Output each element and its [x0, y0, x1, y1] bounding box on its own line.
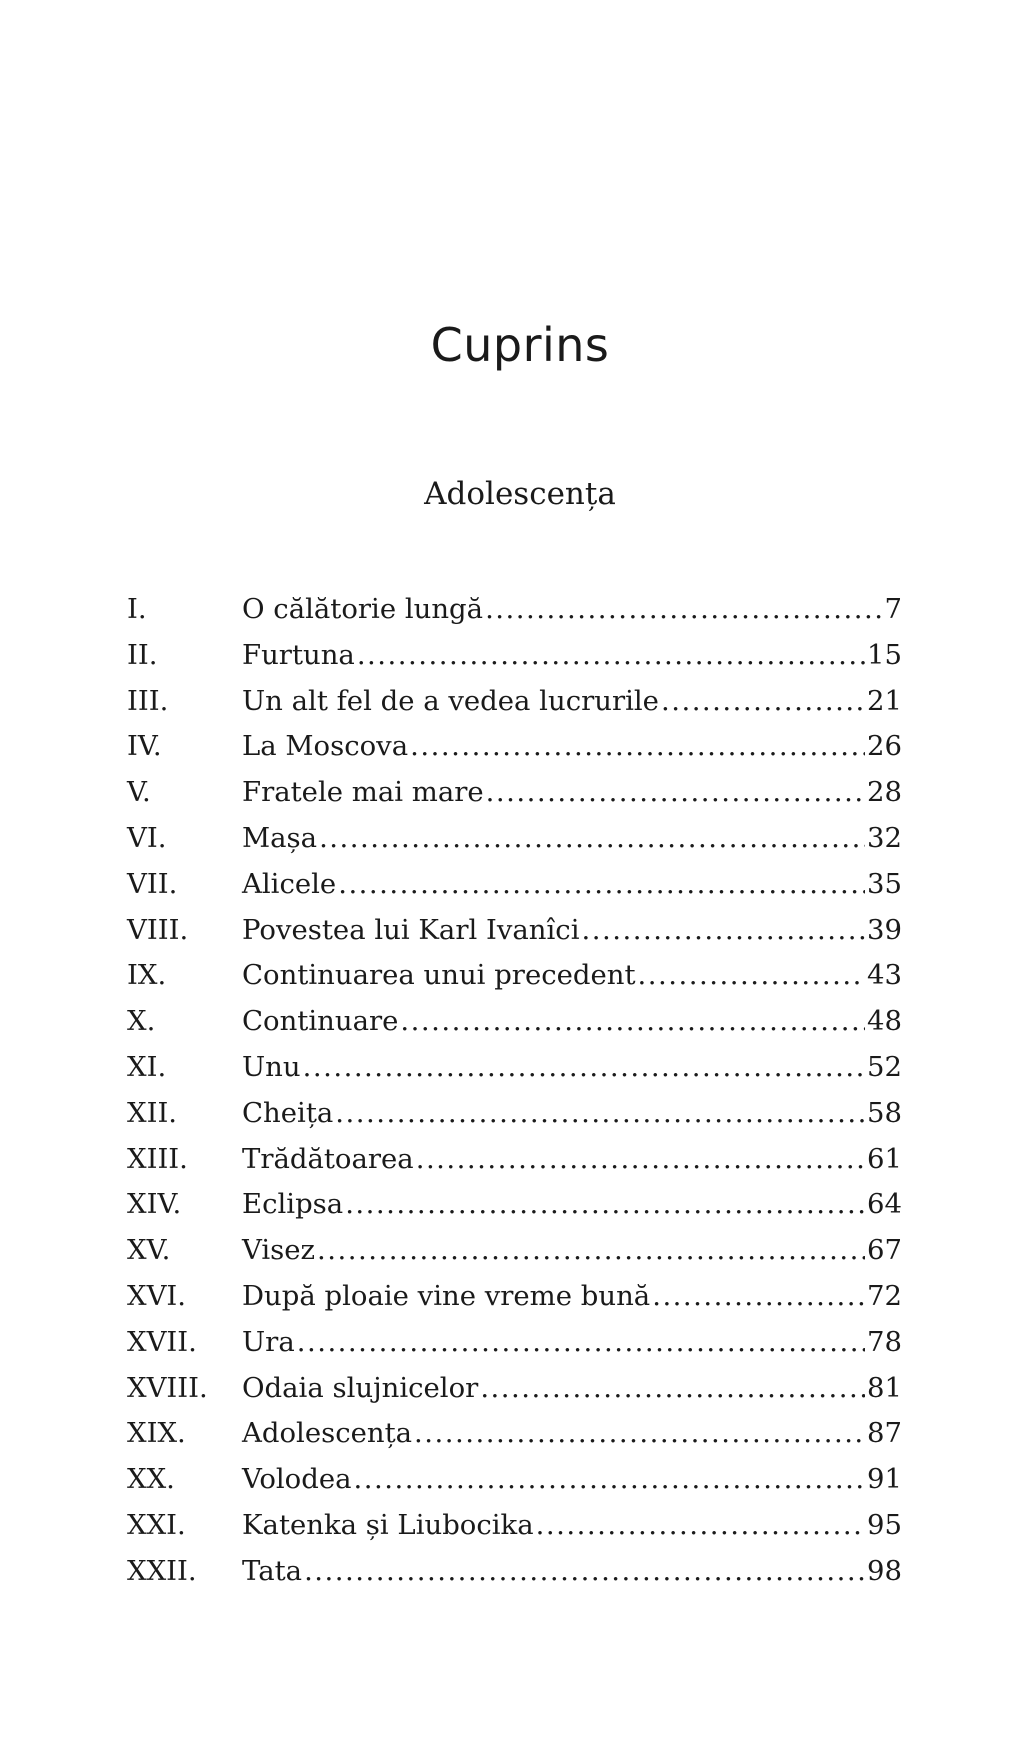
toc-entry	[127, 724, 902, 770]
toc-entry	[127, 1320, 902, 1366]
toc-entry	[127, 1411, 902, 1457]
toc-entry-page: 7	[884, 593, 902, 625]
toc-leader-dots	[652, 1274, 865, 1320]
toc-entry	[127, 1457, 902, 1503]
toc-entry-title: După ploaie vine vreme bună	[242, 1279, 651, 1312]
toc-entry-number: XX.	[127, 1463, 175, 1496]
toc-entry-number: XI.	[127, 1050, 167, 1083]
toc-entry-page: 28	[867, 776, 902, 809]
toc-entry-page: 87	[867, 1417, 902, 1450]
toc-entry-number: XIII.	[127, 1142, 188, 1175]
page-title: Cuprins	[430, 318, 610, 372]
toc-entry-number: XIX.	[127, 1417, 186, 1450]
toc-leader-dots	[345, 1182, 865, 1228]
toc-entry-title: Eclipsa	[242, 1188, 344, 1221]
toc-entry-page: 61	[867, 1142, 902, 1175]
toc-entry-title: Tata	[242, 1554, 303, 1587]
toc-entry	[127, 1549, 902, 1595]
toc-entry-title: Visez	[242, 1234, 316, 1267]
toc-entry	[127, 1503, 902, 1549]
toc-leader-dots	[485, 587, 882, 633]
toc-entry-title: Volodea	[242, 1463, 352, 1496]
toc-leader-dots	[357, 633, 865, 679]
toc-entry-page: 39	[867, 913, 902, 946]
table-of-contents	[127, 587, 902, 1595]
section-title: Adolescența	[424, 476, 616, 512]
toc-entry	[127, 1274, 902, 1320]
toc-entry-number: VII.	[127, 867, 178, 900]
toc-entry-number: X.	[127, 1005, 156, 1038]
toc-entry-number: I.	[127, 593, 147, 625]
toc-entry-number: XII.	[127, 1096, 178, 1129]
toc-entry	[127, 816, 902, 862]
toc-entry-title: Mașa	[242, 821, 318, 854]
toc-leader-dots	[582, 908, 866, 954]
toc-entry	[127, 679, 902, 725]
toc-entry-page: 26	[867, 730, 902, 763]
toc-entry-title: Continuarea unui precedent	[242, 959, 636, 992]
toc-entry-number: IV.	[127, 730, 162, 763]
toc-leader-dots	[416, 1137, 865, 1183]
toc-entry-number: V.	[127, 776, 151, 809]
toc-entry-title: Cheița	[242, 1096, 334, 1129]
toc-entry-title: La Moscova	[242, 730, 409, 763]
toc-entry-number: XVI.	[127, 1279, 187, 1312]
toc-entry-number: III.	[127, 684, 169, 717]
toc-leader-dots	[638, 953, 865, 999]
toc-entry	[127, 1045, 902, 1091]
toc-leader-dots	[335, 1091, 865, 1137]
toc-entry	[127, 1182, 902, 1228]
toc-entry-number: XIV.	[127, 1188, 182, 1221]
toc-entry-title: Odaia slujnicelor	[242, 1371, 479, 1404]
toc-entry-number: IX.	[127, 959, 167, 992]
toc-entry-page: 15	[867, 638, 902, 671]
toc-entry-title: Unu	[242, 1050, 301, 1083]
toc-leader-dots	[661, 679, 865, 725]
toc-entry	[127, 770, 902, 816]
toc-entry	[127, 587, 902, 633]
toc-entry-title: Katenka și Liubocika	[242, 1508, 534, 1541]
toc-entry-title: Un alt fel de a vedea lucrurile	[242, 684, 659, 717]
toc-entry-page: 32	[867, 821, 902, 854]
toc-entry	[127, 953, 902, 999]
toc-entry-number: XVIII.	[127, 1371, 208, 1404]
toc-entry-page: 67	[867, 1234, 902, 1267]
toc-entry-page: 43	[867, 959, 902, 992]
toc-leader-dots	[480, 1366, 865, 1412]
toc-entry-page: 78	[867, 1325, 902, 1358]
toc-entry	[127, 1091, 902, 1137]
toc-entry-page: 35	[867, 867, 902, 900]
toc-entry-title: Trădătoarea	[242, 1142, 414, 1175]
toc-leader-dots	[304, 1549, 865, 1595]
toc-entry	[127, 999, 902, 1045]
toc-entry-title: Ura	[242, 1325, 295, 1358]
toc-leader-dots	[338, 862, 865, 908]
toc-entry-number: XVII.	[127, 1325, 197, 1358]
toc-entry-page: 21	[867, 684, 902, 717]
toc-leader-dots	[319, 816, 865, 862]
toc-entry-page: 52	[867, 1050, 902, 1083]
toc-entry	[127, 862, 902, 908]
toc-entry-number: VI.	[127, 821, 167, 854]
toc-leader-dots	[410, 724, 865, 770]
toc-entry-title: Alicele	[242, 867, 337, 900]
toc-entry-number: XV.	[127, 1234, 171, 1267]
toc-entry-title: Continuare	[242, 1005, 399, 1038]
toc-entry-title: Fratele mai mare	[242, 776, 484, 809]
toc-entry-page: 48	[867, 1005, 902, 1038]
toc-leader-dots	[400, 999, 865, 1045]
toc-entry-page: 98	[867, 1554, 902, 1587]
toc-entry-number: II.	[127, 638, 158, 671]
toc-entry-page: 81	[867, 1371, 902, 1404]
toc-entry-number: XXI.	[127, 1508, 186, 1541]
toc-entry	[127, 908, 902, 954]
toc-entry	[127, 1228, 902, 1274]
toc-entry-number: VIII.	[127, 913, 189, 946]
toc-leader-dots	[303, 1045, 865, 1091]
toc-leader-dots	[317, 1228, 865, 1274]
toc-entry-title: Povestea lui Karl Ivanîci	[242, 913, 580, 946]
toc-entry-page: 58	[867, 1096, 902, 1129]
toc-entry-title: Adolescența	[242, 1417, 413, 1450]
toc-entry-number: XXII.	[127, 1554, 197, 1587]
toc-entry-page: 95	[867, 1508, 902, 1541]
toc-entry-title: Furtuna	[242, 638, 355, 671]
toc-entry-title: O călătorie lungă	[242, 593, 484, 625]
toc-leader-dots	[486, 770, 865, 816]
toc-entry-page: 91	[867, 1463, 902, 1496]
toc-entry	[127, 1366, 902, 1412]
toc-entry	[127, 633, 902, 679]
toc-leader-dots	[536, 1503, 865, 1549]
toc-entry	[127, 1137, 902, 1183]
toc-entry-page: 72	[867, 1279, 902, 1312]
toc-entry-page: 64	[867, 1188, 902, 1221]
toc-leader-dots	[414, 1411, 865, 1457]
toc-leader-dots	[354, 1457, 865, 1503]
toc-leader-dots	[297, 1320, 865, 1366]
